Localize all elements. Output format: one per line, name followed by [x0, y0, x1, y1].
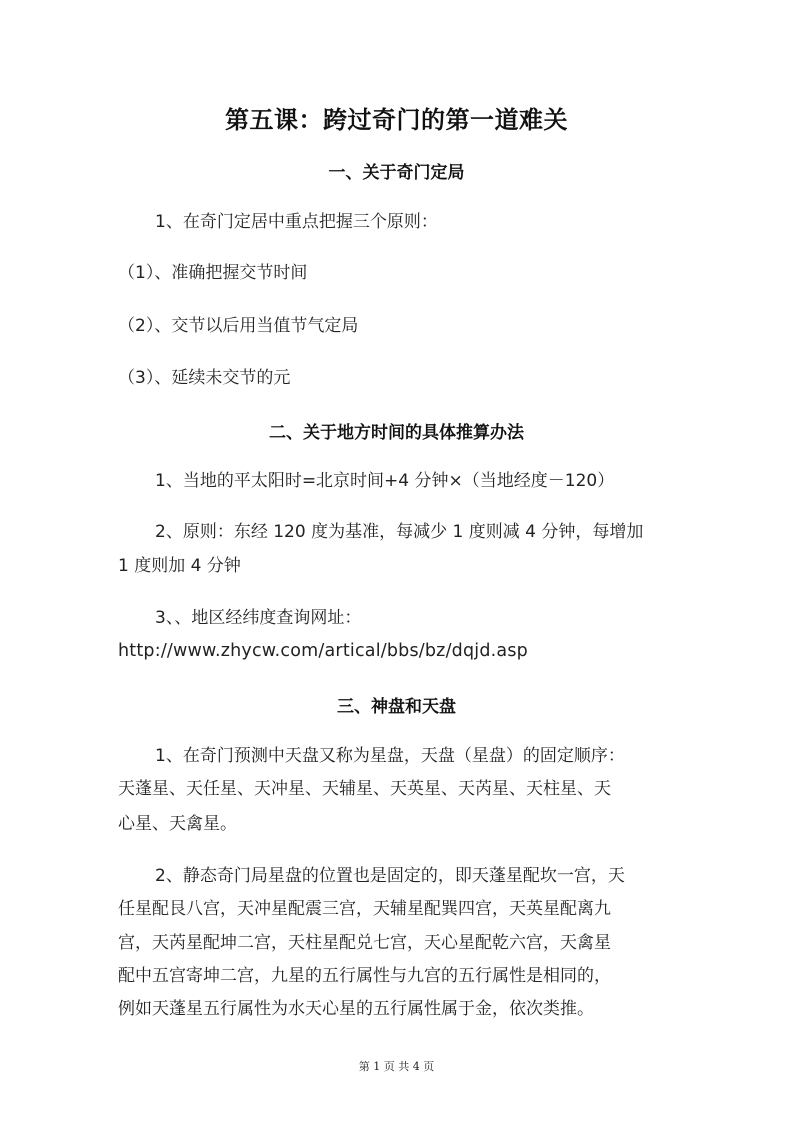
page-footer: 第 1 页 共 4 页 — [358, 1060, 435, 1073]
paragraph-continuation: 心星、天禽星。 — [118, 814, 237, 834]
paragraph: 1、在奇门定居中重点把握三个原则： — [155, 212, 438, 232]
paragraph: 2、静态奇门局星盘的位置也是固定的，即天蓬星配坎一宫，天 — [155, 866, 625, 886]
paragraph-continuation: 天蓬星、天任星、天冲星、天辅星、天英星、天芮星、天柱星、天 — [118, 779, 611, 799]
list-item: （1）、准确把握交节时间 — [118, 263, 308, 283]
url-link[interactable]: http://www.zhycw.com/artical/bbs/bz/dqjd.asp — [118, 641, 528, 661]
paragraph: 3、、地区经纬度查询网址： — [155, 608, 362, 628]
paragraph-continuation: 例如天蓬星五行属性为水天心星的五行属性属于金，依次类推。 — [118, 999, 594, 1019]
paragraph: 1、当地的平太阳时=北京时间+4 分钟×（当地经度－120） — [155, 471, 615, 491]
paragraph-continuation: 宫，天芮星配坤二宫，天柱星配兑七宫，天心星配乾六宫，天禽星 — [118, 933, 611, 953]
list-item: （2）、交节以后用当值节气定局 — [118, 316, 359, 336]
paragraph-continuation: 任星配艮八宫，天冲星配震三宫，天辅星配巽四宫，天英星配离九 — [118, 899, 611, 919]
section-heading-1: 一、关于奇门定局 — [328, 163, 465, 183]
section-heading-3: 三、神盘和天盘 — [337, 697, 456, 717]
page-title: 第五课：跨过奇门的第一道难关 — [225, 106, 568, 134]
paragraph-continuation: 1 度则加 4 分钟 — [118, 556, 241, 576]
section-heading-2: 二、关于地方时间的具体推算办法 — [269, 423, 524, 443]
paragraph-continuation: 配中五宫寄坤二宫，九星的五行属性与九宫的五行属性是相同的， — [118, 966, 611, 986]
paragraph: 2、原则：东经 120 度为基准，每减少 1 度则减 4 分钟，每增加 — [155, 522, 644, 542]
paragraph: 1、在奇门预测中天盘又称为星盘，天盘（星盘）的固定顺序： — [155, 746, 625, 766]
list-item: （3）、延续未交节的元 — [118, 368, 291, 388]
